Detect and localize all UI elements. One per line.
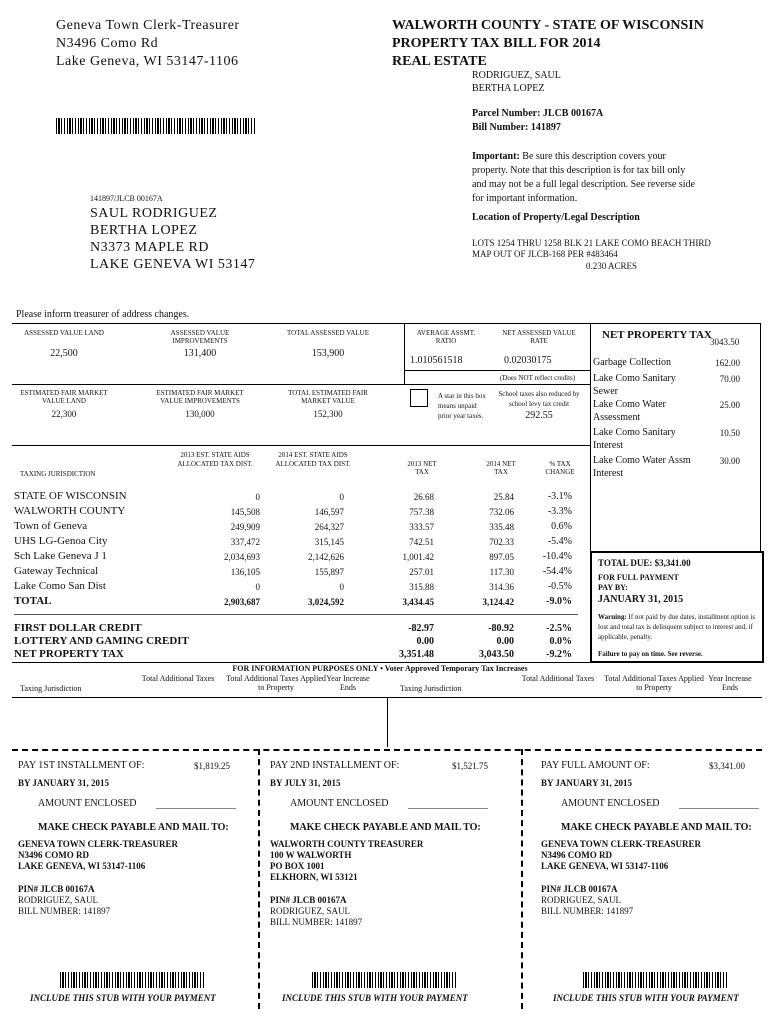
credit-2013: 0.00 <box>416 636 434 647</box>
stub-amount: $3,341.00 <box>709 761 745 771</box>
h-assessed-total: TOTAL ASSESSED VALUE <box>286 329 370 337</box>
stub-cut-line <box>12 749 762 751</box>
net-tax-2014: 117.30 <box>489 567 514 577</box>
h-assessment-ratio: AVERAGE ASSMT. RATIO <box>416 329 476 345</box>
credit-2013: 3,351.48 <box>399 649 434 660</box>
aids-2014: 155,897 <box>314 567 344 577</box>
net-tax-2013: 1,001.42 <box>402 552 434 562</box>
important-text: Be sure this description covers your property. Note that this description is for tax bill only and may not be a full legal description. See reverse side for important information. <box>472 151 695 204</box>
owner-line-1: RODRIGUEZ, SAUL <box>472 70 561 81</box>
rate-note: (Does NOT reflect credits) <box>500 374 576 382</box>
grid-line-jur <box>12 445 590 446</box>
net-tax-2013: 315.88 <box>409 582 434 592</box>
jurisdiction-name: STATE OF WISCONSIN <box>14 490 127 502</box>
net-tax-right-line <box>760 323 761 553</box>
net-tax-2014: 897.05 <box>489 552 514 562</box>
h-efm-land: ESTIMATED FAIR MARKET VALUE LAND <box>20 389 108 405</box>
tax-change: -3.3% <box>547 506 572 517</box>
total-due: TOTAL DUE: $3,341.00 <box>598 558 691 568</box>
stub-pin: PIN# JLCB 00167A <box>18 884 95 894</box>
mailing-ref: 141897/JLCB 00167A <box>90 194 163 203</box>
owner-line-2: BERTHA LOPEZ <box>472 83 545 94</box>
stub-include-note: INCLUDE THIS STUB WITH YOUR PAYMENT <box>553 993 739 1003</box>
credit-name: FIRST DOLLAR CREDIT <box>14 622 142 634</box>
legal-line-2: MAP OUT OF JLCB-168 PER #483464 <box>472 249 618 259</box>
jurisdiction-name: UHS LG-Genoa City <box>14 535 108 547</box>
title-bill: PROPERTY TAX BILL FOR 2014 <box>392 36 601 51</box>
stub-include-note: INCLUDE THIS STUB WITH YOUR PAYMENT <box>30 993 216 1003</box>
special-assessment-label: Lake Como Water Assm Interest <box>593 455 691 479</box>
special-assessment-value: 162.00 <box>715 358 740 368</box>
jurisdiction-name: Lake Como San Dist <box>14 580 106 592</box>
jurisdiction-name: WALWORTH COUNTY <box>14 505 126 517</box>
net-tax-2014: 314.36 <box>489 582 514 592</box>
location-heading: Location of Property/Legal Description <box>472 212 640 223</box>
stub-barcode <box>583 972 727 988</box>
failure-note: Failure to pay on time. See reverse. <box>598 650 703 658</box>
stub-amount: $1,521.75 <box>452 761 488 771</box>
stub-address-4: ELKHORN, WI 53121 <box>270 872 358 882</box>
stub-address-3: LAKE GENEVA, WI 53147-1106 <box>541 861 669 871</box>
assessed-total: 153,900 <box>311 348 345 359</box>
special-assessment-value: 70.00 <box>719 374 740 384</box>
top-barcode <box>56 118 256 134</box>
special-assessment-label: Lake Como Sanitary Interest <box>593 427 676 451</box>
stub-due-date: BY JANUARY 31, 2015 <box>541 778 633 788</box>
tax-change: 0.6% <box>551 521 572 532</box>
jurisdiction-name: TOTAL <box>14 595 52 607</box>
info-l-year: Year Increase Ends <box>326 674 370 692</box>
info-r-app: Total Additional Taxes Applied to Property <box>604 674 704 692</box>
h-tax-change: % TAX CHANGE <box>545 460 575 476</box>
credit-name: LOTTERY AND GAMING CREDIT <box>14 635 189 647</box>
amount-enclosed-line <box>679 808 759 809</box>
legal-line-1: LOTS 1254 THRU 1258 BLK 21 LAKE COMO BEACH THIRD <box>472 238 711 248</box>
info-heading: FOR INFORMATION PURPOSES ONLY • Voter Approved Temporary Tax Increases <box>232 664 528 673</box>
aids-2013: 0 <box>255 492 260 502</box>
h-2014-tax: 2014 NET TAX <box>486 460 516 476</box>
title-county: WALWORTH COUNTY - STATE OF WISCONSIN <box>392 18 704 33</box>
grid-div <box>404 323 405 385</box>
special-assessment-value: 25.00 <box>719 400 740 410</box>
net-tax-2014: 3,124.42 <box>482 597 514 607</box>
school-credit-text: School taxes also reduced by school levy tax credit <box>498 390 580 408</box>
warning-text: If not paid by due dates, installment option is lost and total tax is delinquent subject to interest and, if applicable, penalty. <box>598 613 756 641</box>
stub-mail-to: MAKE CHECK PAYABLE AND MAIL TO: <box>290 822 481 833</box>
amount-enclosed-line <box>156 808 236 809</box>
mailing-name-1: SAUL RODRIGUEZ <box>90 206 218 221</box>
aids-2013: 249,909 <box>230 522 260 532</box>
net-tax-2013: 333.57 <box>409 522 434 532</box>
stub-address-1: WALWORTH COUNTY TREASURER <box>270 839 424 849</box>
h-assessed-land: ASSESSED VALUE LAND <box>24 329 104 337</box>
h-value-rate: NET ASSESSED VALUE RATE <box>502 329 576 345</box>
credit-2013: -82.97 <box>408 623 434 634</box>
info-r-jur: Taxing Jurisdiction <box>400 684 462 693</box>
aids-2013: 337,472 <box>230 537 260 547</box>
tax-change: -9.0% <box>546 596 572 607</box>
aids-2014: 146,597 <box>314 507 344 517</box>
aids-2013: 136,105 <box>230 567 260 577</box>
aids-2013: 2,903,687 <box>224 597 260 607</box>
credit-name: NET PROPERTY TAX <box>14 648 124 660</box>
stub-address-1: GENEVA TOWN CLERK-TREASURER <box>18 839 179 849</box>
net-tax-2013: 3,434.45 <box>402 597 434 607</box>
net-tax-top-line <box>590 323 760 324</box>
stub-address-3: PO BOX 1001 <box>270 861 325 871</box>
stub-mail-to: MAKE CHECK PAYABLE AND MAIL TO: <box>38 822 229 833</box>
net-tax-amount: 3043.50 <box>710 337 740 347</box>
credit-change: -2.5% <box>546 623 572 634</box>
net-tax-2014: 335.48 <box>489 522 514 532</box>
school-credit: 292.55 <box>525 410 553 421</box>
address-change-notice: Please inform treasurer of address changes. <box>16 309 190 320</box>
info-l-app: Total Additional Taxes Applied to Property <box>226 674 326 692</box>
credit-2014: -80.92 <box>488 623 514 634</box>
stub-address-1: GENEVA TOWN CLERK-TREASURER <box>541 839 702 849</box>
stub-address-3: LAKE GENEVA, WI 53147-1106 <box>18 861 146 871</box>
important-label: Important: <box>472 151 520 162</box>
tax-change: -0.5% <box>547 581 572 592</box>
grid-top-line <box>12 323 590 324</box>
stub-due-date: BY JULY 31, 2015 <box>270 778 341 788</box>
stub-amount-enclosed: AMOUNT ENCLOSED <box>290 798 389 809</box>
for-full-payment: FOR FULL PAYMENT <box>598 573 679 582</box>
pay-by: PAY BY: <box>598 583 628 592</box>
stub-bill-number: BILL NUMBER: 141897 <box>270 917 363 927</box>
jurisdiction-name: Town of Geneva <box>14 520 88 532</box>
assessed-land: 22,500 <box>50 348 78 359</box>
special-assessment-value: 10.50 <box>719 428 740 438</box>
stub-bill-number: BILL NUMBER: 141897 <box>541 906 634 916</box>
assessed-impr: 131,400 <box>183 348 217 359</box>
h-efm-impr: ESTIMATED FAIR MARKET VALUE IMPROVEMENTS <box>156 389 244 405</box>
efm-total: 152,300 <box>313 409 343 419</box>
stub-owner: RODRIGUEZ, SAUL <box>541 895 621 905</box>
due-date: JANUARY 31, 2015 <box>598 594 684 605</box>
aids-2014: 2,142,626 <box>308 552 344 562</box>
aids-2013: 145,508 <box>230 507 260 517</box>
efm-land: 22,300 <box>51 409 77 419</box>
h-2014-aids: 2014 EST. STATE AIDS ALLOCATED TAX DIST. <box>275 451 351 468</box>
warning-label: Warning: <box>598 613 627 621</box>
stub-include-note: INCLUDE THIS STUB WITH YOUR PAYMENT <box>282 993 468 1003</box>
tax-change: -5.4% <box>547 536 572 547</box>
mailing-city: LAKE GENEVA WI 53147 <box>90 257 256 272</box>
prior-tax-star-box <box>410 389 428 407</box>
aids-2014: 264,327 <box>314 522 344 532</box>
net-tax-2013: 757.38 <box>409 507 434 517</box>
credit-change: -9.2% <box>546 649 572 660</box>
sender-line-2: N3496 Como Rd <box>56 36 159 51</box>
grid-line-rate <box>404 370 590 371</box>
stub-owner: RODRIGUEZ, SAUL <box>270 906 350 916</box>
stub-due-date: BY JANUARY 31, 2015 <box>18 778 110 788</box>
stub-amount-enclosed: AMOUNT ENCLOSED <box>561 798 660 809</box>
info-r-add: Total Additional Taxes <box>521 674 595 683</box>
sender-line-3: Lake Geneva, WI 53147-1106 <box>56 54 239 69</box>
net-tax-2014: 702.33 <box>489 537 514 547</box>
tax-change: -3.1% <box>547 491 572 502</box>
grid-line-efm <box>12 384 590 385</box>
aids-2014: 0 <box>339 582 344 592</box>
h-2013-aids: 2013 EST. STATE AIDS ALLOCATED TAX DIST. <box>177 451 253 468</box>
stub-barcode <box>60 972 204 988</box>
net-tax-2013: 742.51 <box>409 537 434 547</box>
stub-cut-1 <box>258 749 260 1009</box>
net-tax-2013: 26.68 <box>413 492 434 502</box>
tax-change: -10.4% <box>542 551 572 562</box>
stub-amount-enclosed: AMOUNT ENCLOSED <box>38 798 137 809</box>
sender-line-1: Geneva Town Clerk-Treasurer <box>56 18 240 33</box>
stub-pin: PIN# JLCB 00167A <box>541 884 618 894</box>
important-note <box>472 150 702 206</box>
credit-change: 0.0% <box>549 636 572 647</box>
stub-amount: $1,819.25 <box>194 761 230 771</box>
aids-2013: 2,034,693 <box>224 552 260 562</box>
grid-right-line <box>590 323 591 553</box>
net-tax-2014: 25.84 <box>493 492 514 502</box>
net-tax-heading: NET PROPERTY TAX <box>602 329 712 341</box>
stub-barcode <box>312 972 456 988</box>
stub-mail-to: MAKE CHECK PAYABLE AND MAIL TO: <box>561 822 752 833</box>
stub-bill-number: BILL NUMBER: 141897 <box>18 906 111 916</box>
credit-2014: 3,043.50 <box>479 649 514 660</box>
value-rate: 0.02030175 <box>504 355 552 366</box>
stub-owner: RODRIGUEZ, SAUL <box>18 895 98 905</box>
jurisdiction-name: Gateway Technical <box>14 565 99 577</box>
credit-2014: 0.00 <box>496 636 514 647</box>
mailing-street: N3373 MAPLE RD <box>90 240 210 255</box>
net-tax-2014: 732.06 <box>489 507 514 517</box>
title-type: REAL ESTATE <box>392 54 487 69</box>
stub-title: PAY 2ND INSTALLMENT OF: <box>270 760 400 771</box>
stub-cut-2 <box>521 749 523 1009</box>
net-tax-2013: 257.01 <box>409 567 434 577</box>
aids-2014: 315,145 <box>314 537 344 547</box>
assessment-ratio: 1.010561518 <box>410 355 463 366</box>
info-l-add: Total Additional Taxes <box>141 674 215 683</box>
stub-title: PAY 1ST INSTALLMENT OF: <box>18 760 145 771</box>
stub-title: PAY FULL AMOUNT OF: <box>541 760 650 771</box>
info-r-year: Year Increase Ends <box>708 674 752 692</box>
stub-address-2: N3496 COMO RD <box>541 850 612 860</box>
h-efm-total: TOTAL ESTIMATED FAIR MARKET VALUE <box>288 389 368 405</box>
special-assessment-label: Lake Como Sanitary Sewer <box>593 373 676 397</box>
special-assessment-label: Lake Como Water Assessment <box>593 399 666 423</box>
efm-impr: 130,000 <box>185 409 215 419</box>
stub-address-2: 100 W WALWORTH <box>270 850 352 860</box>
parcel-number: Parcel Number: JLCB 00167A <box>472 108 604 119</box>
legal-acres: 0.230 ACRES <box>586 261 638 271</box>
tax-change: -54.4% <box>542 566 572 577</box>
warning <box>598 612 756 642</box>
aids-2013: 0 <box>255 582 260 592</box>
h-jurisdiction: TAXING JURISDICTION <box>20 470 96 478</box>
bill-number: Bill Number: 141897 <box>472 122 561 133</box>
h-assessed-impr: ASSESSED VALUE IMPROVEMENTS <box>170 329 230 345</box>
mailing-name-2: BERTHA LOPEZ <box>90 223 198 238</box>
info-l-jur: Taxing Jurisdiction <box>20 684 82 693</box>
h-2013-tax: 2013 NET TAX <box>407 460 437 476</box>
star-text: A star in this box means unpaid prior year taxes. <box>438 392 486 420</box>
aids-2014: 0 <box>339 492 344 502</box>
credits-divider <box>14 614 578 615</box>
aids-2014: 3,024,592 <box>308 597 344 607</box>
jurisdiction-name: Sch Lake Geneva J 1 <box>14 550 107 562</box>
stub-address-2: N3496 COMO RD <box>18 850 89 860</box>
amount-enclosed-line <box>408 808 488 809</box>
special-assessment-value: 30.00 <box>719 456 740 466</box>
stub-pin: PIN# JLCB 00167A <box>270 895 347 905</box>
special-assessment-label: Garbage Collection <box>593 357 672 368</box>
info-mid-line <box>387 697 388 747</box>
